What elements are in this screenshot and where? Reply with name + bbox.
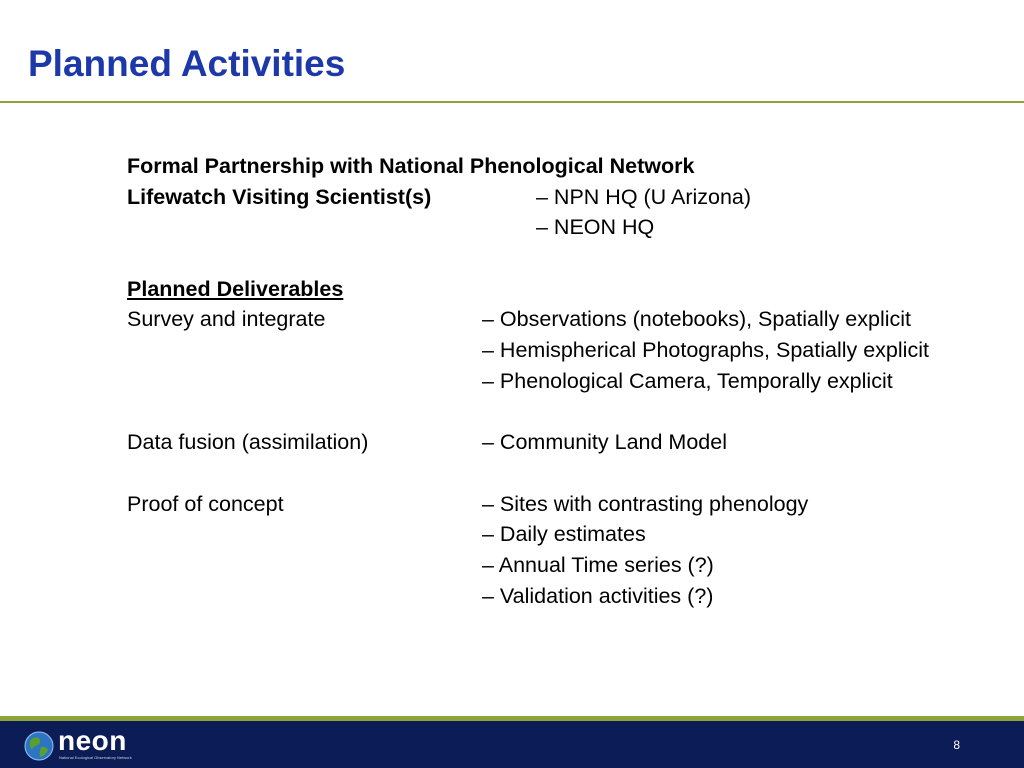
neon-logo (24, 725, 144, 763)
page-number: 8 (953, 738, 960, 752)
visiting-scientist-line-2 (127, 212, 1024, 243)
proof-line-4 (127, 581, 1024, 612)
survey-item: – Phenological Camera, Temporally explicit (482, 368, 893, 393)
slide-body (127, 151, 1024, 611)
survey-line-3 (127, 366, 1024, 397)
proof-item: – Daily estimates (482, 522, 646, 547)
logo-wordmark: neon (58, 725, 127, 756)
logo-tagline: National Ecological Observatory Network (59, 755, 132, 760)
survey-item: – Observations (notebooks), Spatially explicit (482, 307, 912, 332)
footer-bar (0, 721, 1024, 768)
visiting-item: – NPN HQ (U Arizona) (536, 184, 752, 209)
title-divider (0, 101, 1024, 103)
proof-label: Proof of concept (127, 491, 284, 516)
visiting-scientist-line (127, 182, 1024, 213)
fusion-item: – Community Land Model (482, 430, 727, 455)
proof-item: – Sites with contrasting phenology (482, 491, 809, 516)
fusion-label: Data fusion (assimilation) (127, 430, 369, 455)
deliverables-heading: Planned Deliverables (127, 276, 344, 301)
visiting-scientist-label: Lifewatch Visiting Scientist(s) (127, 184, 432, 209)
proof-line-2 (127, 519, 1024, 550)
visiting-item: – NEON HQ (536, 215, 655, 240)
slide-title: Planned Activities (28, 43, 346, 84)
proof-line-3 (127, 550, 1024, 581)
partnership-line: Formal Partnership with National Phenological Network (127, 154, 695, 178)
proof-line (127, 489, 1024, 520)
fusion-line (127, 427, 1024, 458)
survey-item: – Hemispherical Photographs, Spatially explicit (482, 338, 929, 363)
globe-icon (24, 731, 54, 761)
survey-line-2 (127, 335, 1024, 366)
proof-item: – Annual Time series (?) (482, 552, 714, 577)
proof-item: – Validation activities (?) (482, 583, 714, 608)
survey-line (127, 304, 1024, 335)
survey-label: Survey and integrate (127, 307, 326, 332)
